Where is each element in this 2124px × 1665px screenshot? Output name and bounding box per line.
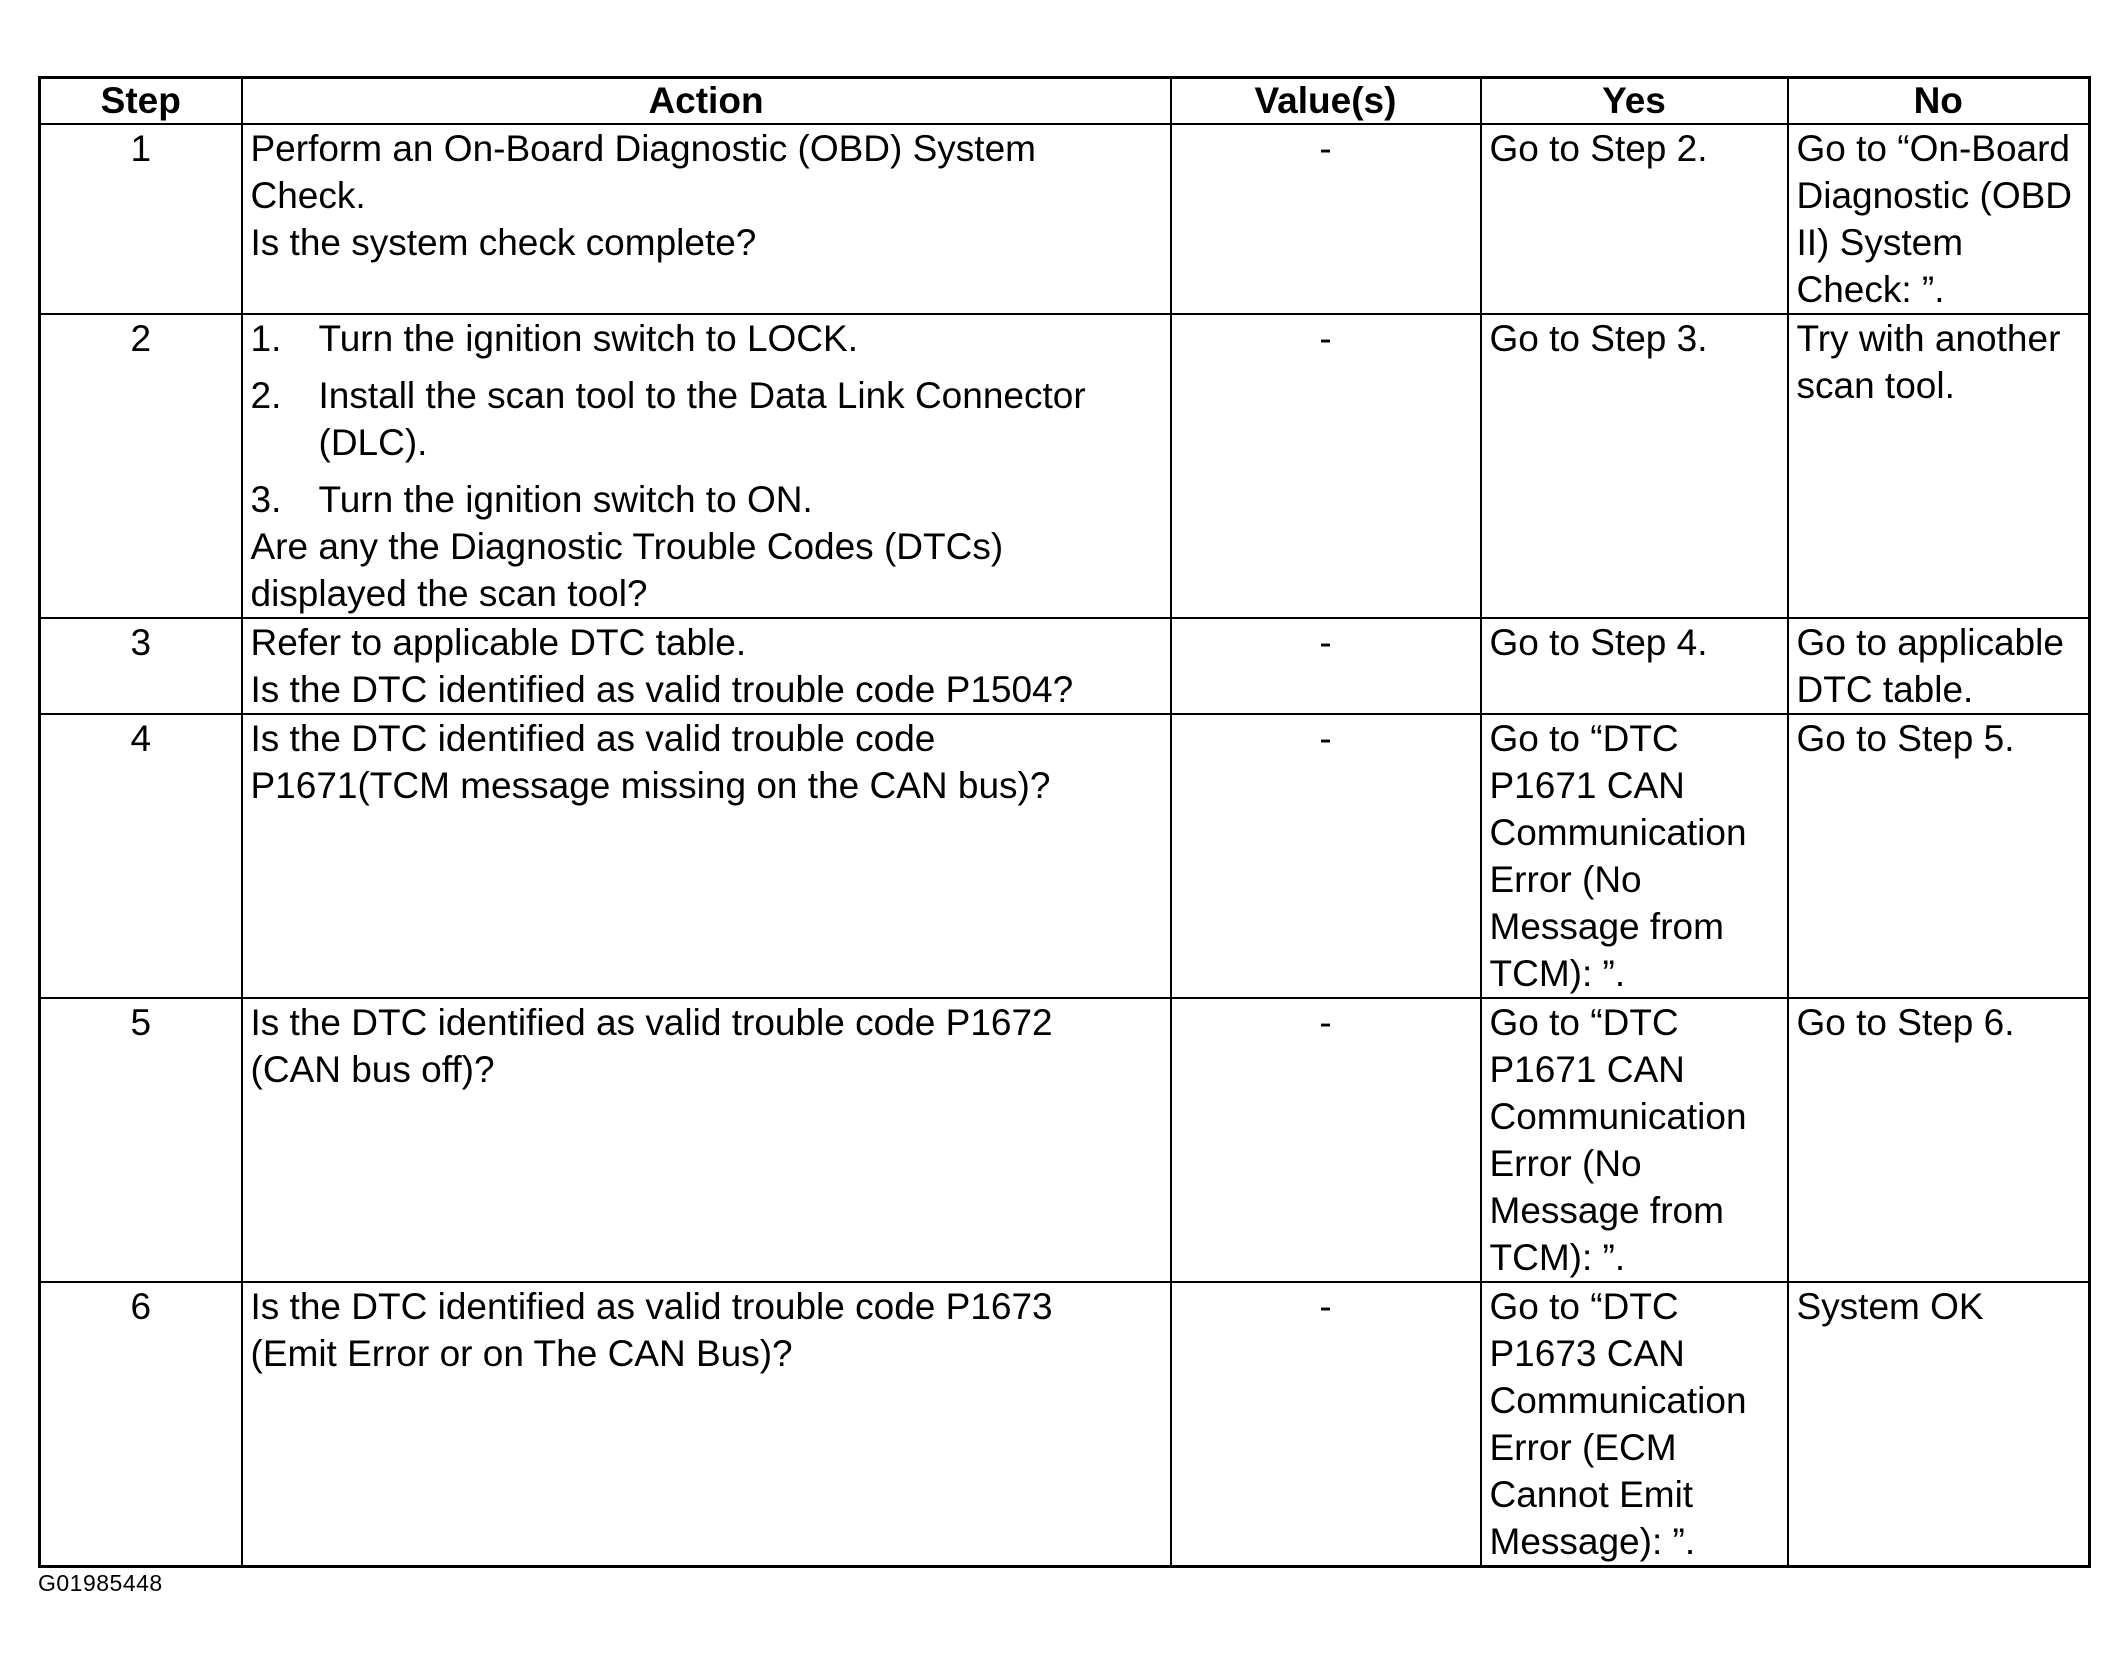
- diagnostic-table: [38, 76, 2091, 1568]
- no-line: II) System: [1796, 222, 1964, 263]
- action-line: Is the DTC identified as valid trouble code P1672: [250, 1002, 1053, 1043]
- action-cell: [242, 1282, 1171, 1567]
- action-line: Is the DTC identified as valid trouble code P1673: [250, 1286, 1053, 1327]
- action-cell: [242, 124, 1171, 314]
- yes-line: P1671 CAN: [1489, 765, 1685, 806]
- table-row: [40, 124, 2090, 314]
- no-cell: [1788, 998, 2090, 1282]
- step-cell: 1: [40, 124, 242, 314]
- no-line: Go to applicable: [1796, 622, 2064, 663]
- yes-line: TCM): ”.: [1489, 953, 1626, 994]
- no-line: Diagnostic (OBD: [1796, 175, 2073, 216]
- step-cell: 6: [40, 1282, 242, 1567]
- list-item: [251, 315, 1164, 362]
- yes-line: P1671 CAN: [1489, 1049, 1685, 1090]
- no-line: scan tool.: [1796, 365, 1955, 406]
- action-line: Are any the Diagnostic Trouble Codes (DTCs): [250, 526, 1004, 567]
- no-cell: [1788, 1282, 2090, 1567]
- action-line: Is the DTC identified as valid trouble code: [250, 718, 936, 759]
- no-line: DTC table.: [1796, 669, 1974, 710]
- yes-cell: [1481, 998, 1788, 1282]
- yes-line: Communication: [1489, 812, 1747, 853]
- header-step: Step: [40, 78, 242, 125]
- yes-line: Go to Step 2.: [1489, 128, 1708, 169]
- yes-line: Cannot Emit: [1489, 1474, 1694, 1515]
- yes-line: Error (ECM: [1489, 1427, 1677, 1468]
- no-line: Go to Step 5.: [1796, 718, 2015, 759]
- yes-line: Message from: [1489, 1190, 1724, 1231]
- action-cell: [242, 618, 1171, 714]
- yes-line: Go to “DTC: [1489, 1002, 1679, 1043]
- list-item-number: 2.: [250, 375, 282, 416]
- table-row: [40, 314, 2090, 618]
- yes-line: Go to Step 4.: [1489, 622, 1708, 663]
- no-line: Try with another: [1796, 318, 2061, 359]
- list-item-text: Install the scan tool to the Data Link Connector (DLC).: [318, 375, 1086, 463]
- action-line: displayed the scan tool?: [250, 573, 648, 614]
- action-line: (Emit Error or on The CAN Bus)?: [250, 1333, 793, 1374]
- action-line: Is the DTC identified as valid trouble code P1504?: [250, 669, 1074, 710]
- step-cell: 2: [40, 314, 242, 618]
- list-item: [251, 476, 1164, 523]
- figure-id: G01985448: [38, 1570, 163, 1596]
- yes-line: Go to Step 3.: [1489, 318, 1708, 359]
- value-cell: -: [1171, 314, 1481, 618]
- no-line: Go to “On-Board: [1796, 128, 2071, 169]
- action-line: Refer to applicable DTC table.: [250, 622, 747, 663]
- header-yes: Yes: [1481, 78, 1788, 125]
- value-cell: -: [1171, 998, 1481, 1282]
- yes-line: TCM): ”.: [1489, 1237, 1626, 1278]
- value-cell: -: [1171, 1282, 1481, 1567]
- value-cell: -: [1171, 124, 1481, 314]
- yes-line: Go to “DTC: [1489, 1286, 1679, 1327]
- yes-cell: [1481, 714, 1788, 998]
- yes-cell: [1481, 124, 1788, 314]
- header-values: Value(s): [1171, 78, 1481, 125]
- step-cell: 4: [40, 714, 242, 998]
- yes-line: P1673 CAN: [1489, 1333, 1685, 1374]
- no-cell: [1788, 124, 2090, 314]
- action-numbered-list: [251, 315, 1164, 523]
- step-cell: 5: [40, 998, 242, 1282]
- header-no: No: [1788, 78, 2090, 125]
- yes-line: Message from: [1489, 906, 1724, 947]
- no-line: Check: ”.: [1796, 269, 1945, 310]
- action-line: Check.: [250, 175, 366, 216]
- no-cell: [1788, 714, 2090, 998]
- list-item-number: 1.: [250, 318, 282, 359]
- list-item: [251, 372, 1164, 466]
- step-cell: 3: [40, 618, 242, 714]
- value-cell: -: [1171, 714, 1481, 998]
- yes-line: Error (No: [1489, 1143, 1642, 1184]
- yes-line: Communication: [1489, 1096, 1747, 1137]
- list-item-number: 3.: [250, 479, 282, 520]
- action-cell: [242, 314, 1171, 618]
- action-line: (CAN bus off)?: [250, 1049, 495, 1090]
- yes-cell: [1481, 618, 1788, 714]
- no-line: System OK: [1796, 1286, 1984, 1327]
- list-item-text: Turn the ignition switch to LOCK.: [318, 318, 858, 359]
- header-action: Action: [242, 78, 1171, 125]
- table-row: [40, 998, 2090, 1282]
- action-cell: [242, 714, 1171, 998]
- yes-cell: [1481, 1282, 1788, 1567]
- list-item-text: Turn the ignition switch to ON.: [318, 479, 813, 520]
- no-cell: [1788, 314, 2090, 618]
- value-cell: -: [1171, 618, 1481, 714]
- yes-line: Go to “DTC: [1489, 718, 1679, 759]
- yes-line: Communication: [1489, 1380, 1747, 1421]
- yes-line: Error (No: [1489, 859, 1642, 900]
- no-cell: [1788, 618, 2090, 714]
- yes-line: Message): ”.: [1489, 1521, 1696, 1562]
- action-line: P1671(TCM message missing on the CAN bus)?: [250, 765, 1051, 806]
- action-line: Is the system check complete?: [250, 222, 757, 263]
- table-row: [40, 618, 2090, 714]
- table-header-row: [40, 78, 2090, 125]
- action-line: Perform an On-Board Diagnostic (OBD) System: [250, 128, 1036, 169]
- table-row: [40, 714, 2090, 998]
- action-cell: [242, 998, 1171, 1282]
- yes-cell: [1481, 314, 1788, 618]
- no-line: Go to Step 6.: [1796, 1002, 2015, 1043]
- table-row: [40, 1282, 2090, 1567]
